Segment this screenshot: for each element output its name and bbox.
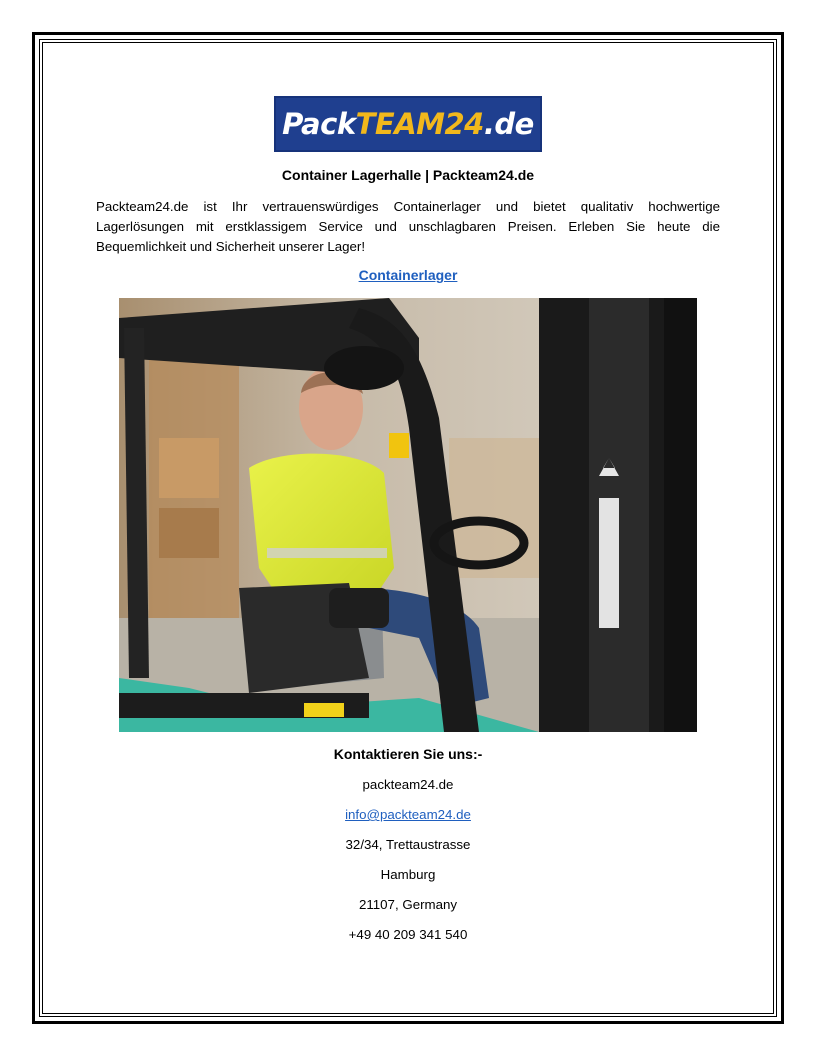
contact-email-link[interactable]: info@packteam24.de xyxy=(345,807,471,822)
logo-part-pack: Pack xyxy=(282,107,356,141)
packteam24-logo xyxy=(274,96,542,152)
contact-phone: +49 40 209 341 540 xyxy=(348,927,468,942)
contact-heading: Kontaktieren Sie uns:- xyxy=(333,746,483,762)
contact-postal-country: 21107, Germany xyxy=(358,897,458,912)
forklift-photo xyxy=(119,298,697,732)
forklift-photo-illustration xyxy=(119,298,697,732)
logo-part-de: .de xyxy=(483,107,534,141)
page-title: Container Lagerhalle | Packteam24.de xyxy=(281,167,535,183)
intro-paragraph: Packteam24.de ist Ihr vertrauenswürdiges Containerlager und bietet qualitativ hochwertige Lagerlösungen mit erstklassigem Service und unschlagbaren Preisen. Erleben Sie heute die Bequemlichkeit und Sicherheit unserer Lager! xyxy=(96,199,720,254)
containerlager-link[interactable]: Containerlager xyxy=(358,267,458,283)
contact-website: packteam24.de xyxy=(362,777,454,792)
logo-text xyxy=(282,107,534,141)
contact-street: 32/34, Trettaustrasse xyxy=(345,837,471,852)
logo-part-team: TEAM24 xyxy=(355,107,484,141)
contact-city: Hamburg xyxy=(380,867,436,882)
